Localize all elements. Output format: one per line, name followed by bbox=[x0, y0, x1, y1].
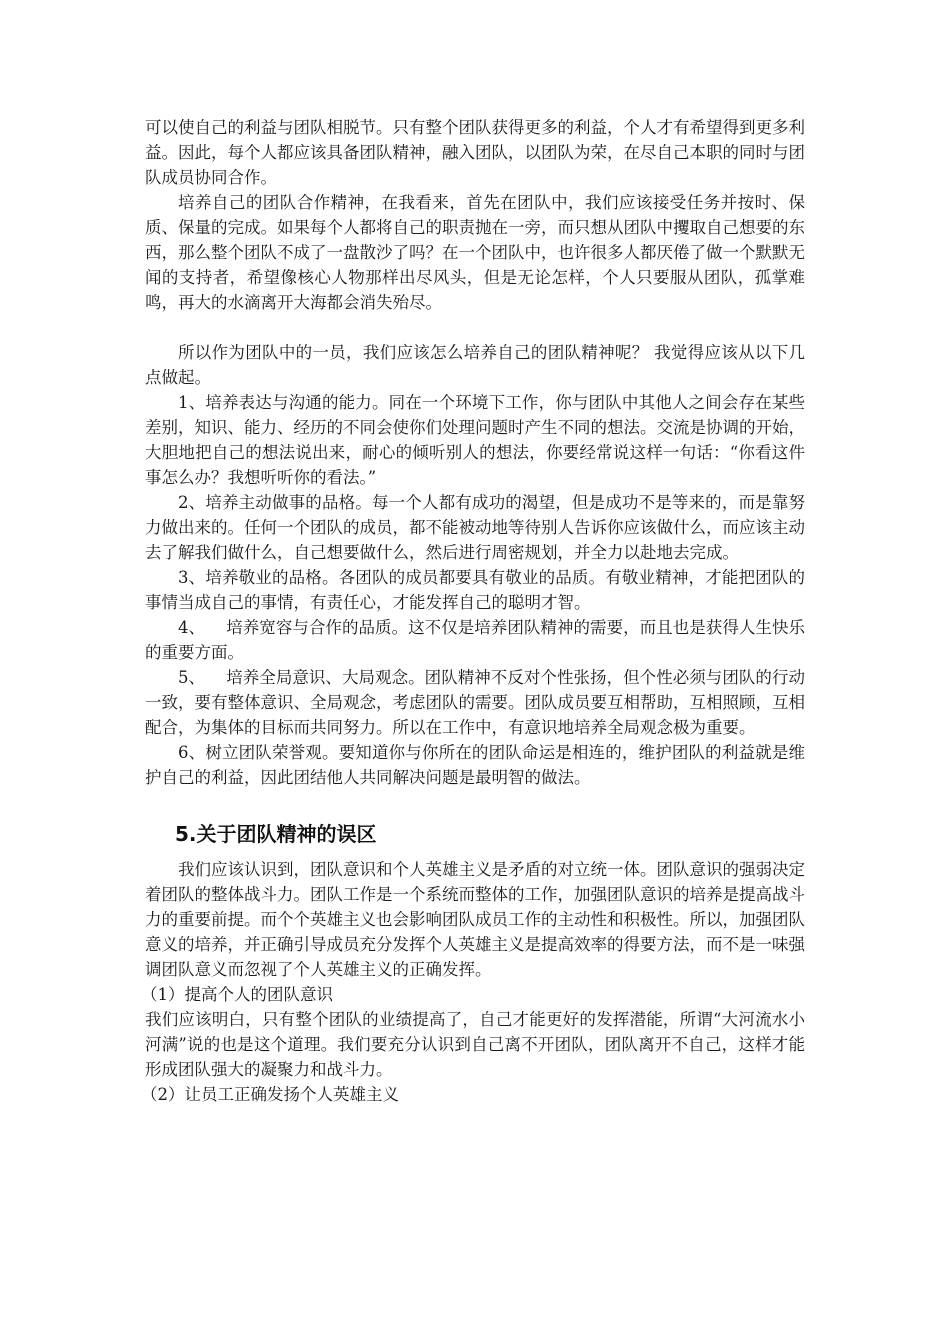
list-item-team-honor: 6、树立团队荣誉观。要知道你与你所在的团队命运是相连的，维护团队的利益就是维护自己的利益，因此团结他人共同解决问题是最明智的做法。 bbox=[145, 743, 805, 787]
document-body bbox=[141, 115, 805, 1107]
subsection-title-2: （2）让员工正确发扬个人英雄主义 bbox=[141, 1085, 399, 1104]
list-item-big-picture: 5、 培养全局意识、大局观念。团队精神不反对个性张扬，但个性必须与团队的行动一致，要有整体意识、全局观念，考虑团队的需要。团队成员要互相帮助，互相照顾，互相配合，为集体的目标而共同努力。所以在工作中，有意识地培养全局观念极为重要。 bbox=[145, 668, 805, 737]
paragraph-continuation: 可以使自己的利益与团队相脱节。只有整个团队获得更多的利益，个人才有希望得到更多利益。因此，每个人都应该具备团队精神，融入团队，以团队为荣，在尽自己本职的同时与团队成员协同合作。 bbox=[145, 118, 805, 187]
paragraph-section-intro: 我们应该认识到，团队意识和个人英雄主义是矛盾的对立统一体。团队意识的强弱决定着团队的整体战斗力。团队工作是一个系统而整体的工作，加强团队意识的培养是提高战斗力的重要前提。而个个英雄主义也会影响团队成员工作的主动性和积极性。所以，加强团队意义的培养，并正确引导成员充分发挥个人英雄主义是提高效率的得要方法，而不是一味强调团队意义而忽视了个人英雄主义的正确发挥。 bbox=[145, 860, 805, 979]
list-item-dedication: 3、培养敬业的品格。各团队的成员都要具有敬业的品质。有敬业精神，才能把团队的事情当成自己的事情，有责任心，才能发挥自己的聪明才智。 bbox=[145, 568, 805, 612]
subsection-title-1: （1）提高个人的团队意识 bbox=[141, 985, 333, 1004]
section-heading: 5.关于团队精神的误区 bbox=[175, 822, 377, 846]
list-item-initiative: 2、培养主动做事的品格。每一个人都有成功的渴望，但是成功不是等来的，而是靠努力做出来的。任何一个团队的成员，都不能被动地等待别人告诉你应该做什么，而应该主动去了解我们做什么，自己想要做什么，然后进行周密规划，并全力以赴地去完成。 bbox=[145, 493, 805, 562]
blank-line bbox=[145, 315, 805, 340]
paragraph-subsection-1: 我们应该明白，只有整个团队的业绩提高了，自己才能更好的发挥潜能，所谓“大河流水小河满”说的也是这个道理。我们要充分认识到自己离不开团队，团队离开不自己，这样才能形成团队强大的凝聚力和战斗力。 bbox=[145, 1010, 805, 1079]
list-item-tolerance: 4、 培养宽容与合作的品质。这不仅是培养团队精神的需要，而且也是获得人生快乐的重要方面。 bbox=[145, 618, 805, 662]
paragraph-team-cooperation: 培养自己的团队合作精神，在我看来，首先在团队中，我们应该接受任务并按时、保质、保量的完成。如果每个人都将自己的职责抛在一旁，而只想从团队中攫取自己想要的东西，那么整个团队不成了一盘散沙了吗？在一个团队中，也许很多人都厌倦了做一个默默无闻的支持者，希望像核心人物那样出尽风头，但是无论怎样，个人只要服从团队，孤掌难鸣，再大的水滴离开大海都会消失殆尽。 bbox=[145, 193, 805, 312]
list-item-communication: 1、培养表达与沟通的能力。同在一个环境下工作，你与团队中其他人之间会存在某些差别，知识、能力、经历的不同会使你们处理问题时产生不同的想法。交流是协调的开始，大胆地把自己的想法说出来，耐心的倾听别人的想法，你要经常说这样一句话：“你看这件事怎么办？我想听听你的看法。” bbox=[145, 393, 805, 487]
paragraph-list-intro: 所以作为团队中的一员，我们应该怎么培养自己的团队精神呢？ 我觉得应该从以下几点做起。 bbox=[145, 343, 805, 387]
